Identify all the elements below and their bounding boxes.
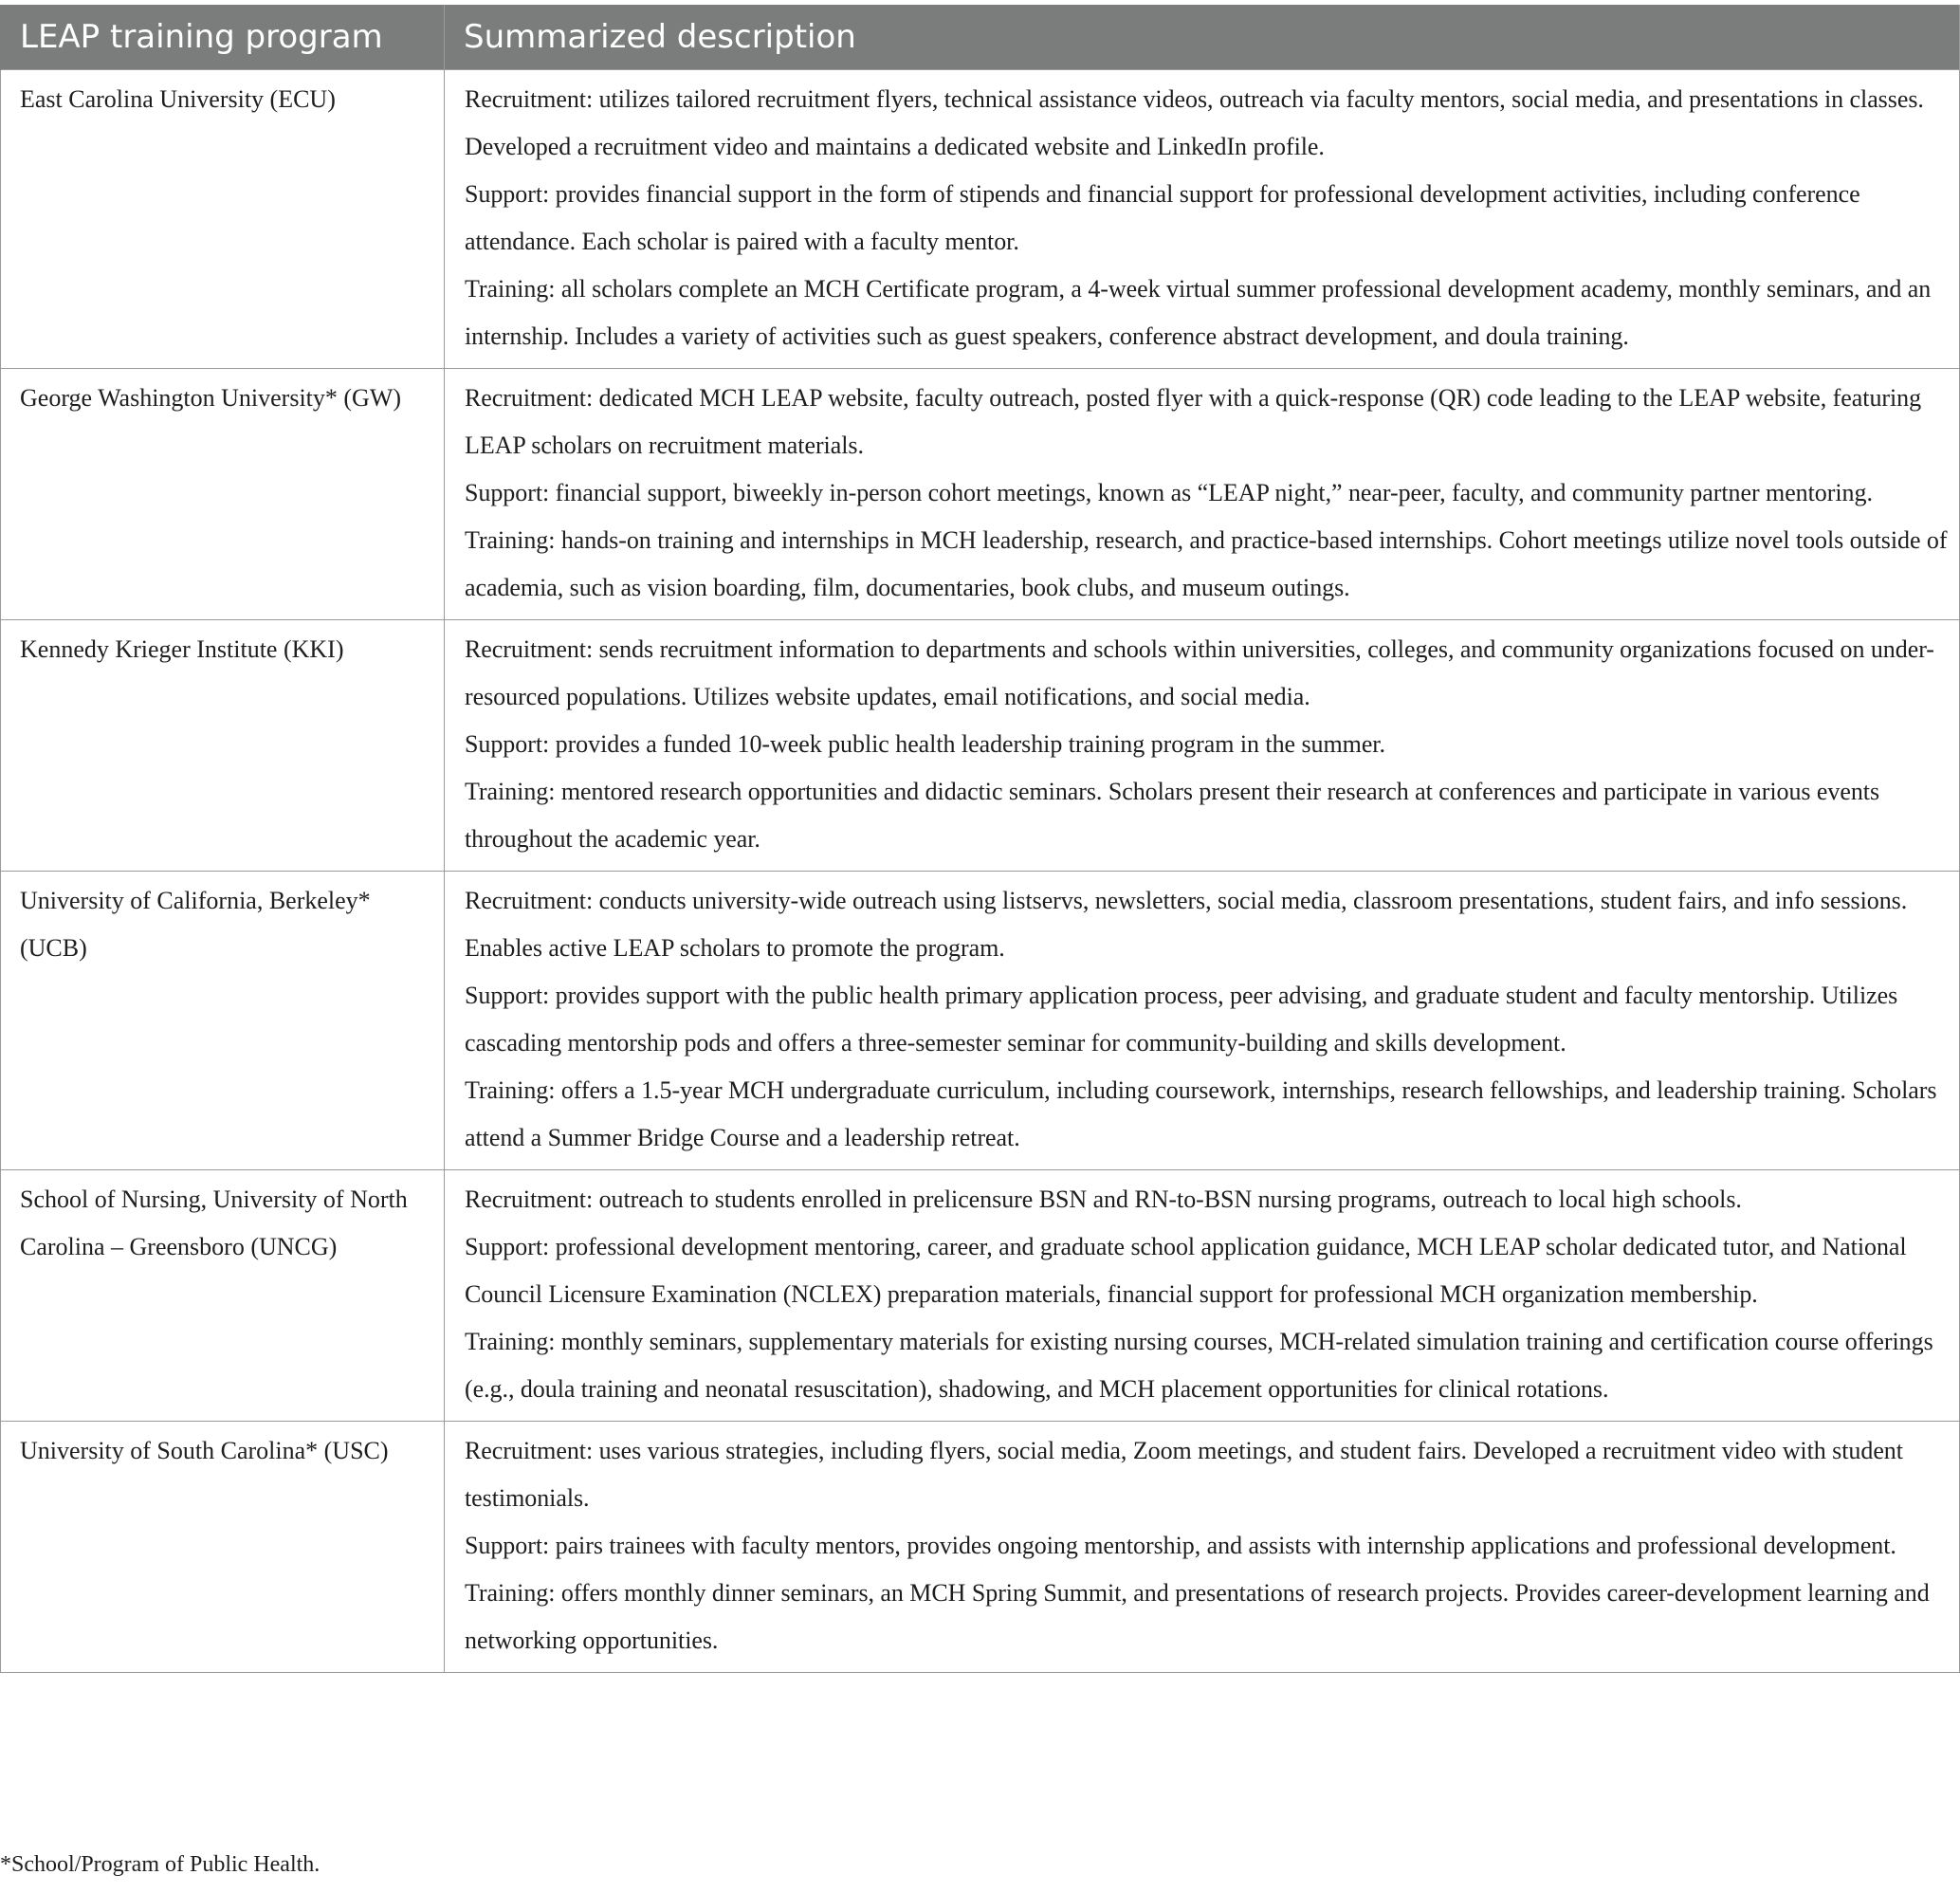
recruitment-text: Recruitment: utilizes tailored recruitment flyers, technical assistance videos, outreach via faculty mentors, social media, and presentations in classes. Developed a recruitment video and maintains a dedicated website and LinkedIn profile. — [465, 85, 1924, 160]
recruitment-text: Recruitment: outreach to students enrolled in prelicensure BSN and RN-to-BSN nursing programs, outreach to local high schools. — [465, 1185, 1742, 1213]
table-row — [1, 872, 1960, 1170]
recruitment-text: Recruitment: dedicated MCH LEAP website, faculty outreach, posted flyer with a quick-response (QR) code leading to the LEAP website, featuring LEAP scholars on recruitment materials. — [465, 384, 1922, 459]
table-row — [1, 1422, 1960, 1673]
table-body — [1, 70, 1960, 1673]
training-text: Training: all scholars complete an MCH Certificate program, a 4-week virtual summer professional development academy, monthly seminars, and an internship. Includes a variety of activities such as guest speakers, conference abstract development, and doula training. — [465, 275, 1932, 350]
program-name: School of Nursing, University of North Carolina – Greensboro (UNCG) — [1, 1170, 445, 1422]
table-row — [1, 1170, 1960, 1422]
program-description — [445, 369, 1960, 620]
training-text: Training: offers monthly dinner seminars, an MCH Spring Summit, and presentations of research projects. Provides career-development learning and networking opportunities. — [465, 1579, 1930, 1654]
support-text: Support: professional development mentoring, career, and graduate school application guidance, MCH LEAP scholar dedicated tutor, and National Council Licensure Examination (NCLEX) preparation materials, financial support for professional MCH organization membership. — [465, 1233, 1907, 1308]
training-text: Training: mentored research opportunities and didactic seminars. Scholars present their research at conferences and participate in various events throughout the academic year. — [465, 778, 1880, 853]
program-name: George Washington University* (GW) — [1, 369, 445, 620]
program-description — [445, 872, 1960, 1170]
training-text: Training: offers a 1.5-year MCH undergraduate curriculum, including coursework, internships, research fellowships, and leadership training. Scholars attend a Summer Bridge Course and a leadership retreat. — [465, 1076, 1937, 1151]
program-description — [445, 70, 1960, 369]
support-text: Support: provides support with the public health primary application process, peer advising, and graduate student and faculty mentorship. Utilizes cascading mentorship pods and offers a three-semester seminar for community-building and skills development. — [465, 982, 1898, 1057]
support-text: Support: provides a funded 10-week public health leadership training program in the summer. — [465, 730, 1385, 758]
program-description — [445, 1170, 1960, 1422]
table-row — [1, 620, 1960, 872]
recruitment-text: Recruitment: sends recruitment information to departments and schools within universities, colleges, and community organizations focused on under-resourced populations. Utilizes website updates, email notifications, and social media. — [465, 635, 1934, 710]
program-name: University of South Carolina* (USC) — [1, 1422, 445, 1673]
leap-programs-table — [0, 5, 1960, 1673]
header-row — [1, 5, 1960, 70]
leap-programs-table-container — [0, 5, 1959, 1673]
program-description — [445, 620, 1960, 872]
header-description: Summarized description — [445, 5, 1960, 70]
recruitment-text: Recruitment: conducts university-wide outreach using listservs, newsletters, social media, classroom presentations, student fairs, and info sessions. Enables active LEAP scholars to promote the program. — [465, 887, 1908, 962]
support-text: Support: provides financial support in the form of stipends and financial support for professional development activities, including conference attendance. Each scholar is paired with a faculty mentor. — [465, 180, 1860, 255]
program-name: University of California, Berkeley* (UCB) — [1, 872, 445, 1170]
recruitment-text: Recruitment: uses various strategies, including flyers, social media, Zoom meetings, and student fairs. Developed a recruitment video with student testimonials. — [465, 1437, 1903, 1512]
table-footnote: *School/Program of Public Health. — [0, 1852, 321, 1877]
program-name: East Carolina University (ECU) — [1, 70, 445, 369]
table-row — [1, 70, 1960, 369]
table-header — [1, 5, 1960, 70]
support-text: Support: financial support, biweekly in-person cohort meetings, known as “LEAP night,” near-peer, faculty, and community partner mentoring. — [465, 479, 1873, 506]
program-description — [445, 1422, 1960, 1673]
training-text: Training: hands-on training and internships in MCH leadership, research, and practice-based internships. Cohort meetings utilize novel tools outside of academia, such as vision boarding, film, documentaries, book clubs, and museum outings. — [465, 526, 1948, 601]
table-row — [1, 369, 1960, 620]
training-text: Training: monthly seminars, supplementary materials for existing nursing courses, MCH-related simulation training and certification course offerings (e.g., doula training and neonatal resuscitation), shadowing, and MCH placement opportunities for clinical rotations. — [465, 1328, 1933, 1403]
support-text: Support: pairs trainees with faculty mentors, provides ongoing mentorship, and assists with internship applications and professional development. — [465, 1532, 1896, 1559]
header-program: LEAP training program — [1, 5, 445, 70]
program-name: Kennedy Krieger Institute (KKI) — [1, 620, 445, 872]
